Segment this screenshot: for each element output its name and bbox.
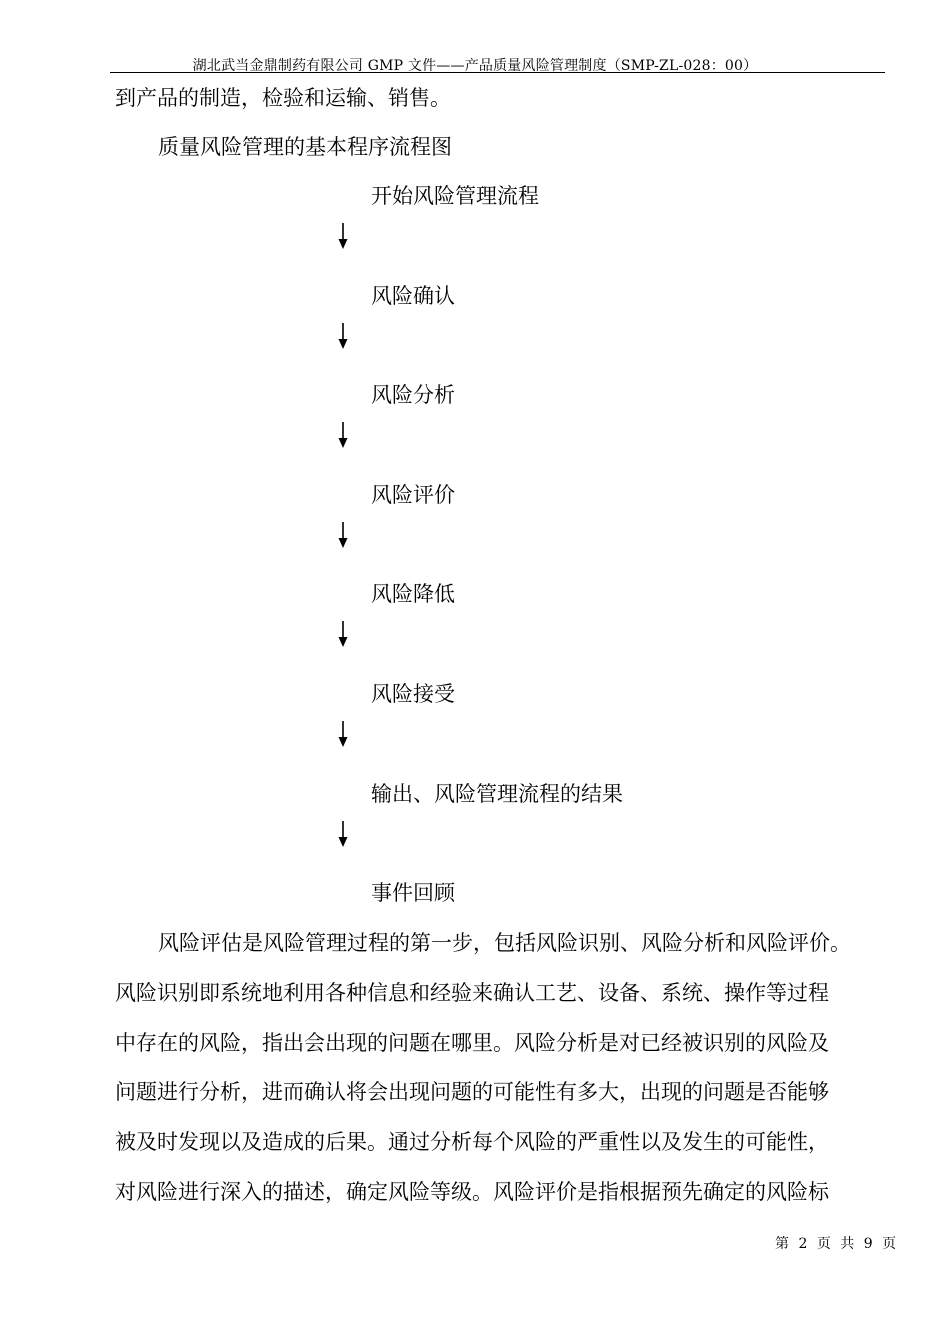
paragraph-line: 风险评估是风险管理过程的第一步，包括风险识别、风险分析和风险评价。 — [158, 931, 851, 955]
flow-step-event-review: 事件回顾 — [371, 881, 455, 905]
down-arrow-icon — [336, 620, 350, 648]
down-arrow-icon — [336, 521, 350, 549]
flow-step-risk-analysis: 风险分析 — [371, 383, 455, 407]
paragraph-line: 风险识别即系统地利用各种信息和经验来确认工艺、设备、系统、操作等过程 — [115, 981, 829, 1005]
total-page-number: 9 — [863, 1236, 873, 1252]
current-page-number: 2 — [798, 1236, 808, 1252]
continuation-text: 到产品的制造，检验和运输、销售。 — [115, 86, 451, 110]
page-number-footer — [775, 1233, 901, 1253]
paragraph-line: 中存在的风险，指出会出现的问题在哪里。风险分析是对已经被识别的风险及 — [115, 1031, 829, 1055]
flow-step-output: 输出、风险管理流程的结果 — [371, 782, 623, 806]
paragraph-line: 对风险进行深入的描述，确定风险等级。风险评价是指根据预先确定的风险标 — [115, 1180, 829, 1204]
down-arrow-icon — [336, 720, 350, 748]
footer-prefix: 第 — [775, 1236, 789, 1252]
down-arrow-icon — [336, 222, 350, 250]
flow-step-risk-acceptance: 风险接受 — [371, 682, 455, 706]
flow-step-risk-reduction: 风险降低 — [371, 582, 455, 606]
page-header: 湖北武当金鼎制药有限公司 GMP 文件——产品质量风险管理制度（SMP-ZL-028：00） — [192, 58, 758, 74]
down-arrow-icon — [336, 421, 350, 449]
flow-step-risk-identification: 风险确认 — [371, 284, 455, 308]
flowchart-title: 质量风险管理的基本程序流程图 — [158, 135, 452, 159]
flow-step-risk-evaluation: 风险评价 — [371, 483, 455, 507]
down-arrow-icon — [336, 322, 350, 350]
footer-page-word: 页 — [816, 1236, 831, 1252]
footer-total-prefix: 共 — [840, 1236, 855, 1252]
down-arrow-icon — [336, 820, 350, 848]
flow-step-start: 开始风险管理流程 — [371, 184, 539, 208]
paragraph-line: 被及时发现以及造成的后果。通过分析每个风险的严重性以及发生的可能性， — [115, 1130, 829, 1154]
footer-suffix: 页 — [882, 1236, 897, 1252]
header-rule — [110, 72, 885, 73]
paragraph-line: 问题进行分析，进而确认将会出现问题的可能性有多大，出现的问题是否能够 — [115, 1080, 829, 1104]
